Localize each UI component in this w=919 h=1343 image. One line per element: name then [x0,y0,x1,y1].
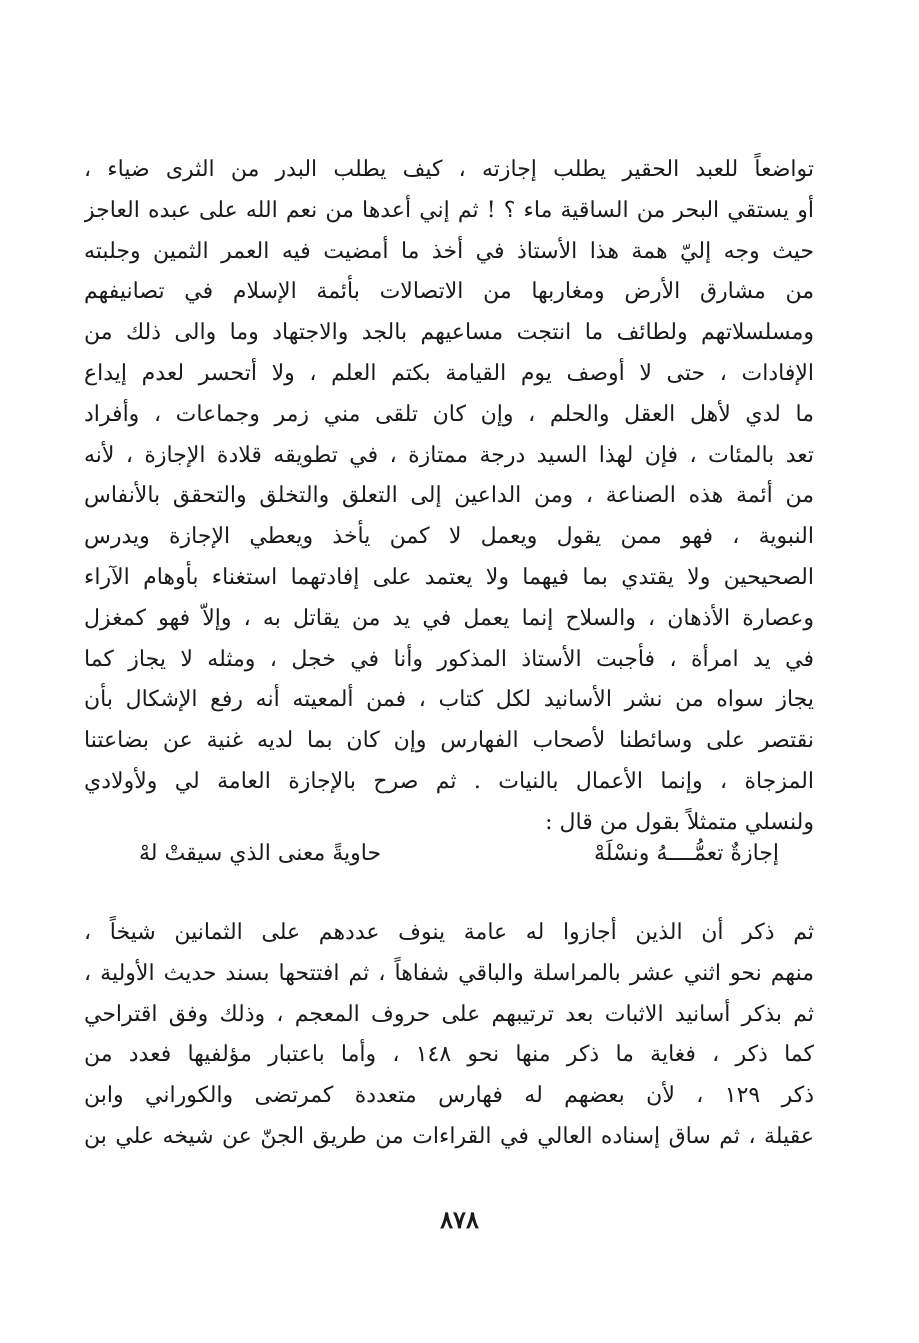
text-line: عقيلة ، ثم ساق إسناده العالي في القراءات من طريق الجنّ عن شيخه علي بن [84,1123,814,1149]
verse-second-hemistich: حاويةً معنى الذي سيقتْ لهْ [139,841,382,866]
paragraph-main [84,150,814,844]
text-line: حيث وجه إليّ همة هذا الأستاذ في أخذ ما أمضيت فيه العمر الثمين وجلبته [84,238,814,264]
text-line: ذكر ١٢٩ ، لأن بعضهم له فهارس متعددة كمرتضى والكوراني وابن [84,1083,814,1109]
text-line: أو يستقي البحر من الساقية ماء ؟ ! ثم إني أعدها من نعم الله على عبده العاجز [84,197,814,223]
text-line: ولنسلي متمثلاً بقول من قال : [545,809,814,835]
text-line: من أئمة هذه الصناعة ، ومن الداعين إلى التعلق والتخلق والتحقق بالأنفاس [84,483,814,509]
text-line: نقتصر على وسائطنا لأصحاب الفهارس وإن كان بما لديه غنية عن بضاعتنا [84,728,814,754]
text-line: يجاز سواه من نشر الأسانيد لكل كتاب ، فمن ألمعيته أنه رفع الإشكال بأن [84,687,814,713]
text-line: في يد امرأة ، فأجبت الأستاذ المذكور وأنا في خجل ، ومثله لا يجاز كما [84,646,814,672]
text-line: كما ذكر ، فغاية ما ذكر منها نحو ١٤٨ ، وأما باعتبار مؤلفيها فعدد من [84,1042,814,1068]
text-line: الصحيحين ولا يقتدي بما فيهما ولا يعتمد على إفادتهما استغناء بأوهام الآراء [84,564,814,590]
paragraph-secondary [84,913,814,1158]
verse-first-hemistich: إجازةٌ تعمُّــــهُ ونسْلَهْ [593,841,779,866]
page-number: ٨٧٨ [440,1205,479,1234]
text-line: الإفادات ، حتى لا أوصف يوم القيامة بكتم العلم ، ولا أتحسر لعدم إيداع [84,360,814,386]
text-line: ومسلسلاتهم ولطائف ما انتجت مساعيهم بالجد والاجتهاد وما والى ذلك من [84,320,814,346]
text-line: تواضعاً للعبد الحقير يطلب إجازته ، كيف يطلب البدر من الثرى ضياء ، [84,157,814,182]
text-line: تعد بالمئات ، فإن لهذا السيد درجة ممتازة ، في تطويقه قلادة الإجازة ، لأنه [84,442,814,468]
text-line: ثم بذكر أسانيد الاثبات بعد ترتيبهم على حروف المعجم ، وذلك وفق اقتراحي [84,1001,814,1027]
text-line: المزجاة ، وإنما الأعمال بالنيات . ثم صرح بالإجازة العامة لي ولأولادي [84,768,814,794]
text-line: من مشارق الأرض ومغاربها من الاتصالات بأئمة الإسلام في تصانيفهم [84,279,814,305]
text-line: منهم نحو اثني عشر بالمراسلة والباقي شفاهاً ، ثم افتتحها بسند حديث الأولية ، [84,960,814,986]
text-line: النبوية ، فهو ممن يقول ويعمل لا كمن يأخذ ويعطي الإجازة ويدرس [84,524,814,550]
text-line: وعصارة الأذهان ، والسلاح إنما يعمل في يد من يقاتل به ، وإلاّ فهو كمغزل [84,605,814,631]
text-line: ما لدي لأهل العقل والحلم ، وإن كان تلقى مني زمر وجماعات ، وأفراد [84,401,814,427]
poem-verse [139,834,779,874]
text-line: ثم ذكر أن الذين أجازوا له عامة ينوف عددهم على الثمانين شيخاً ، [84,920,814,945]
